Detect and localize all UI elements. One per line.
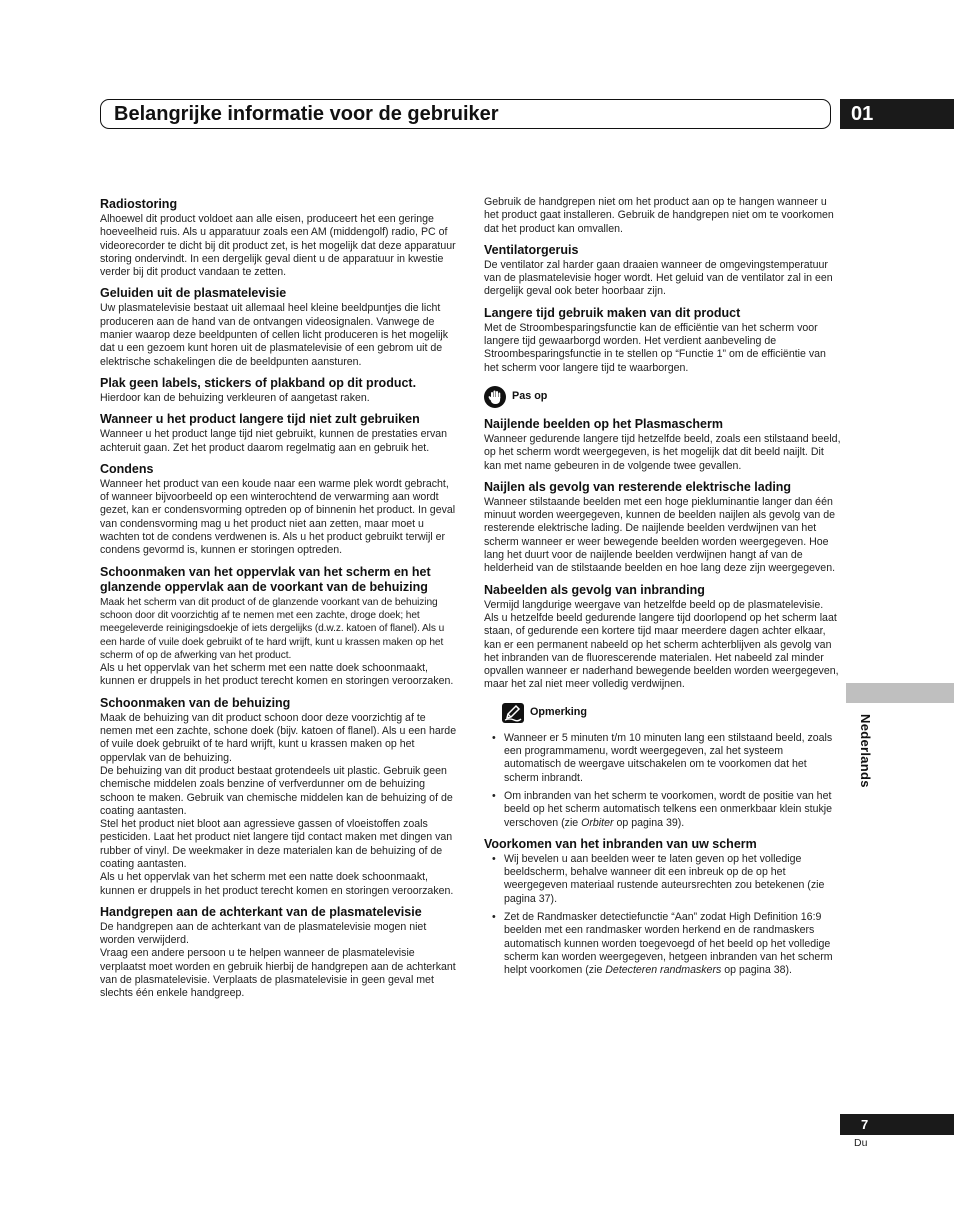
section-text: Gebruik de handgrepen niet om het product aan op te hangen wanneer u het product gaat installeren. Gebruik de handgrepen niet om te voorkomen dat het product kan omvallen.	[484, 196, 834, 235]
section-text: De ventilator zal harder gaan draaien wanneer de omgevingstemperatuur van de plasmatelevisie hoger wordt. Het geluid van de ventilator zal in een dergelijk geval ook beter hoorbaar zijn.	[484, 258, 833, 298]
section-text: De behuizing van dit product bestaat grotendeels uit plastic. Gebruik geen chemische middelen zoals benzine of verfverdunner om de behuizing schoon te maken. Gebruik van chemische middelen kan de behuizing of de coating aantasten.	[100, 764, 453, 817]
section-heading: Radiostoring	[100, 197, 178, 211]
caution-notice	[484, 386, 842, 408]
section-heading: Ventilatorgeruis	[484, 242, 579, 257]
section-heading: Langere tijd gebruik maken van dit product	[484, 305, 741, 320]
right-column	[484, 196, 842, 982]
section-text: Uw plasmatelevisie bestaat uit allemaal heel kleine beeldpuntjes die licht produceren aan de hand van de ontvangen videosignalen. Vanwege de manier waarop deze beeldpunten of cellen licht produceren is het mogelijk dat u een gezoem kunt horen uit de plasmatelevisie of een gebrom uit de elektrische schakelingen die de beeldpunten aansturen.	[100, 302, 449, 368]
section-text: Maak de behuizing van dit product schoon door deze voorzichtig af te nemen met een zachte, schone doek (bijv. katoen of flanel). Als u een harde of vuile doek gebruikt of te hard wrijft, kunt u krassen maken op het oppervlak van de behuizing.	[100, 711, 457, 764]
section-text: Wanneer het product van een koude naar een warme plek wordt gebracht, of wanneer bijvoorbeeld op een winterochtend de verwarming aan wordt gezet, kan er condensvorming optreden op of binnenin het product. In geval van condensvorming mag u het product niet aan zetten, maar moet u wachten tot de condens verdwenen is. Als u het product gebruikt terwijl er condens gevormd is, kunnen er storingen optreden.	[100, 477, 456, 557]
section-heading: Schoonmaken van de behuizing	[100, 695, 291, 710]
section-text: Wanneer stilstaande beelden met een hoge piekluminantie langer dan één minuut worden weergegeven, kunnen de beelden naijlen als gevolg van de resterende elektrische lading. De naijlende beelden verdwijnen van het scherm wanneer er weer bewegende beelden worden weergegeven. Hoe lang het duurt voor de naijlende beelden verdwijnen hangt af van de helderheid van de stilstaande beelden en hoe lang deze zijn weergegeven.	[484, 495, 836, 575]
section-text: Alhoewel dit product voldoet aan alle eisen, produceert het een geringe hoeveelheid ruis. Als u apparatuur zoals een AM (middengolf) radio, PC of videorecorder te dicht bij dit product zet, is het mogelijk dat deze apparatuur storing ondervindt. In een dergelijk geval dient u de apparatuur in kwestie verder bij dit product vandaan te zetten.	[100, 213, 456, 279]
page-language-code: Du	[854, 1137, 868, 1149]
section-text: Als u hetzelfde beeld gedurende langere tijd doorlopend op het scherm laat staan, of gedurende een kortere tijd maar meerdere dagen achter elkaar, kan er een permanent nabeeld op het scherm achterblijven als gevolg van het inbranden van de fluorescerende materialen. Het nabeeld zal minder opvallen wanneer er naderhand bewegende beelden worden weergegeven, maar het zal niet meer volledig verdwijnen.	[484, 611, 839, 691]
section-text: Als u het oppervlak van het scherm met een natte doek schoonmaakt, kunnen er druppels in het product terecht komen en storingen veroorzaken.	[100, 662, 454, 688]
list-item-reference: Detecteren randmaskers	[605, 964, 722, 977]
section-heading: Naijlen als gevolg van resterende elektrische lading	[484, 479, 792, 494]
list-item-text: Om inbranden van het scherm te voorkomen, wordt de positie van het beeld op het scherm automatisch telkens een onmerkbaar klein stukje verschoven (zie	[504, 789, 832, 829]
section-text: Stel het product niet bloot aan agressieve gassen of vloeistoffen zoals pesticiden. Laat het product niet langere tijd contact maken met dingen van rubber of vinyl. De weekmaker in deze materialen kan de behuizing of de coating aantasten.	[100, 818, 453, 870]
language-label: Nederlands	[858, 714, 873, 788]
section-heading: Voorkomen van het inbranden van uw scherm	[484, 836, 757, 851]
section-heading: Nabeelden als gevolg van inbranding	[484, 582, 705, 597]
left-column	[100, 197, 458, 1001]
section-text: Vermijd langdurige weergave van hetzelfde beeld op de plasmatelevisie.	[484, 598, 824, 611]
section-heading: Naijlende beelden op het Plasmascherm	[484, 416, 723, 431]
section-text: Als u het oppervlak van het scherm met een natte doek schoonmaakt, kunnen er druppels in het product terecht komen en storingen veroorzaken.	[100, 871, 454, 897]
section-heading: Wanneer u het product langere tijd niet zult gebruiken	[100, 412, 420, 427]
section-heading: Plak geen labels, stickers of plakband op dit product.	[100, 375, 417, 390]
section-heading: Handgrepen aan de achterkant van de plasmatelevisie	[100, 904, 422, 919]
note-notice	[484, 703, 842, 723]
section-text: Met de Stroombesparingsfunctie kan de efficiëntie van het scherm voor langere tijd gewaarborgd worden. Het verdient aanbeveling de Stroombesparingsfunctie in te stellen op “Functie 1” om de efficiëntie van het scherm voor langere tijd te waarborgen.	[484, 321, 826, 374]
section-text: Vraag een andere persoon u te helpen wanneer de plasmatelevisie verplaatst moet worden en gebruik hierbij de handgrepen aan de achterkant van de plasmatelevisie. Verplaats de plasmatelevisie in geen geval met slechts één enkele handgreep.	[100, 947, 456, 1000]
section-heading: Geluiden uit de plasmatelevisie	[100, 286, 287, 301]
list-item-text: op pagina 39).	[613, 816, 685, 829]
list-item	[484, 790, 842, 830]
page-title: Belangrijke informatie voor de gebruiker	[114, 103, 499, 125]
section-heading: Condens	[100, 461, 154, 476]
hand-stop-icon	[484, 386, 506, 408]
list-item	[484, 911, 842, 977]
list-item: • Wij bevelen u aan beelden weer te laten geven op het volledige beeldscherm, behalve wanneer dit een inbreuk op de op het weergegeven materiaal rustende auteursrechten zou betekenen (zie pagina 37).	[484, 853, 842, 906]
chapter-number: 01	[840, 99, 954, 129]
section-text: De handgrepen aan de achterkant van de plasmatelevisie mogen niet worden verwijderd.	[100, 920, 427, 947]
list-item: • Wanneer er 5 minuten t/m 10 minuten lang een stilstaand beeld, zoals een programmamenu, wordt weergegeven, zal het systeem automatisch de weergave uitschakelen om te voorkomen dat het scherm inbrandt.	[484, 732, 842, 785]
note-label: Opmerking	[530, 706, 587, 719]
list-item-text: op pagina 38).	[721, 964, 792, 977]
caution-label: Pas op	[512, 390, 548, 403]
section-text: Wanneer u het product lange tijd niet gebruikt, kunnen de prestaties ervan achteruit gaan. Zet het product daarom regelmatig aan en gebruik het.	[100, 428, 448, 454]
pencil-note-icon	[502, 703, 524, 723]
section-text: Wanneer gedurende langere tijd hetzelfde beeld, zoals een stilstaand beeld, op het scherm wordt weergegeven, is het mogelijk dat dit beeld naijlt. Dit kan met name gebeuren in de volgende twee gevallen.	[484, 432, 841, 472]
list-item-text: Zet de Randmasker detectiefunctie “Aan” zodat High Definition 16:9 beelden met een randmasker worden herkend en de randmaskers automatisch kunnen worden toegevoegd of het beeld op het volledige scherm kan worden weergegeven, hetgeen inbranden van het scherm helpt voorkomen (zie	[504, 910, 833, 977]
note-list	[484, 732, 842, 830]
section-text: Maak het scherm van dit product of de glanzende voorkant van de behuizing schoon door dit voorzichtig af te nemen met een zachte, droge doek; het meegeleverde reinigingsdoekje of iets dergelijks (d.w.z. katoen of flanel). Als u een harde of vuile doek gebruikt of te hard wrijft, kunt u krassen maken op het scherm of op de afwerking van het product.	[100, 596, 445, 661]
list-item-reference: Orbiter	[581, 816, 614, 829]
page-number: 7	[840, 1114, 954, 1135]
language-tab	[846, 683, 954, 703]
prevent-list	[484, 853, 842, 978]
section-heading: Schoonmaken van het oppervlak van het scherm en het glanzende oppervlak aan de voorkant van de behuizing	[100, 564, 431, 594]
section-text: Hierdoor kan de behuizing verkleuren of aangetast raken.	[100, 391, 370, 404]
